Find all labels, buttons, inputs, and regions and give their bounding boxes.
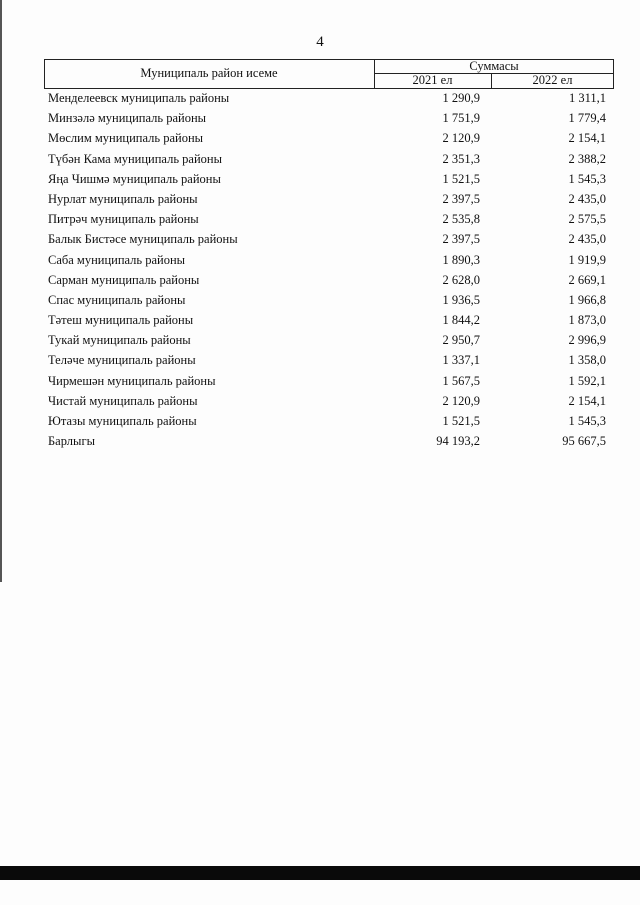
row-value-2021: 1 936,5: [442, 292, 480, 307]
row-value-2022: 1 311,1: [568, 91, 606, 105]
row-value-2022: 1 779,4: [568, 111, 606, 126]
row-name: Теләче муниципаль районы: [48, 353, 196, 368]
row-value-2021: 1 521,5: [442, 414, 480, 428]
table-row: [48, 273, 614, 293]
row-value-2021: 2 120,9: [442, 131, 480, 146]
table-row: [48, 111, 614, 131]
table-row: [48, 172, 614, 192]
row-name: Питрәч муниципаль районы: [48, 212, 199, 227]
table-row: [48, 293, 614, 313]
table-header: [44, 59, 614, 88]
row-value-2022: 2 435,0: [568, 191, 606, 206]
row-name: Ютазы муниципаль районы: [48, 414, 197, 428]
row-value-2022: 1 545,3: [568, 414, 606, 428]
row-name: Мөслим муниципаль районы: [48, 131, 204, 146]
row-value-2021: 2 397,5: [442, 232, 480, 247]
total-value-2021: 94 193,2: [436, 434, 480, 449]
table-row: [48, 152, 614, 172]
total-label: Барлыгы: [48, 434, 95, 449]
table-row: [48, 394, 614, 414]
header-year-2021: 2021 ел: [412, 73, 453, 87]
row-value-2021: 1 751,9: [442, 111, 480, 126]
row-value-2022: 1 358,0: [568, 353, 606, 368]
header-year-2022: 2022 ел: [532, 73, 573, 87]
table-row: [48, 313, 614, 333]
table-row-total: [48, 434, 614, 454]
row-value-2021: 1 567,5: [442, 373, 480, 388]
row-value-2021: 1 337,1: [442, 353, 480, 368]
total-value-2022: 95 667,5: [562, 434, 606, 449]
row-value-2022: 2 669,1: [568, 272, 606, 287]
row-value-2022: 1 545,3: [568, 171, 606, 186]
row-value-2022: 1 592,1: [568, 373, 606, 388]
row-name: Чирмешән муниципаль районы: [48, 373, 216, 388]
row-name: Балык Бистәсе муниципаль районы: [48, 232, 238, 247]
row-value-2021: 1 844,2: [442, 313, 480, 328]
row-name: Түбән Кама муниципаль районы: [48, 151, 222, 166]
row-value-2022: 2 154,1: [568, 393, 606, 408]
row-value-2021: 2 351,3: [442, 151, 480, 166]
row-value-2022: 2 435,0: [568, 232, 606, 247]
row-value-2022: 2 575,5: [568, 212, 606, 227]
row-value-2021: 2 628,0: [442, 272, 480, 287]
header-border-bottom: [44, 88, 614, 89]
row-value-2021: 2 120,9: [442, 393, 480, 408]
table-row: [48, 192, 614, 212]
row-value-2021: 2 397,5: [442, 191, 480, 206]
row-name: Минзәлә муниципаль районы: [48, 111, 207, 126]
row-value-2021: 1 290,9: [442, 91, 480, 105]
table-row: [48, 353, 614, 373]
row-name: Нурлат муниципаль районы: [48, 191, 198, 206]
scan-bottom-edge: [0, 866, 640, 880]
row-name: Сарман муниципаль районы: [48, 272, 200, 287]
header-sums: Суммасы: [469, 59, 519, 73]
row-value-2022: 1 966,8: [568, 292, 606, 307]
row-name: Чистай муниципаль районы: [48, 393, 198, 408]
row-name: Менделеевск муниципаль районы: [48, 91, 230, 105]
row-name: Тәтеш муниципаль районы: [48, 313, 194, 328]
row-value-2021: 2 535,8: [442, 212, 480, 227]
table-row: [48, 131, 614, 151]
row-value-2022: 2 996,9: [568, 333, 606, 348]
row-value-2022: 1 919,9: [568, 252, 606, 267]
row-value-2021: 1 521,5: [442, 171, 480, 186]
table-row: [48, 91, 614, 111]
page-number: 4: [316, 34, 324, 50]
header-district-name: Муниципаль район исеме: [140, 66, 278, 80]
row-name: Тукай муниципаль районы: [48, 333, 191, 348]
table-row: [48, 253, 614, 273]
table-body: [48, 91, 614, 454]
table-row: [48, 374, 614, 394]
table-row: [48, 333, 614, 353]
row-name: Саба муниципаль районы: [48, 252, 186, 267]
row-value-2022: 2 154,1: [568, 131, 606, 146]
row-value-2021: 1 890,3: [442, 252, 480, 267]
row-value-2022: 1 873,0: [568, 313, 606, 328]
table-row: [48, 212, 614, 232]
table-row: [48, 232, 614, 252]
table-row: [48, 414, 614, 434]
scan-left-edge: [0, 0, 2, 582]
row-name: Спас муниципаль районы: [48, 292, 186, 307]
row-value-2022: 2 388,2: [568, 151, 606, 166]
row-value-2021: 2 950,7: [442, 333, 480, 348]
row-name: Яңа Чишмә муниципаль районы: [48, 171, 221, 186]
